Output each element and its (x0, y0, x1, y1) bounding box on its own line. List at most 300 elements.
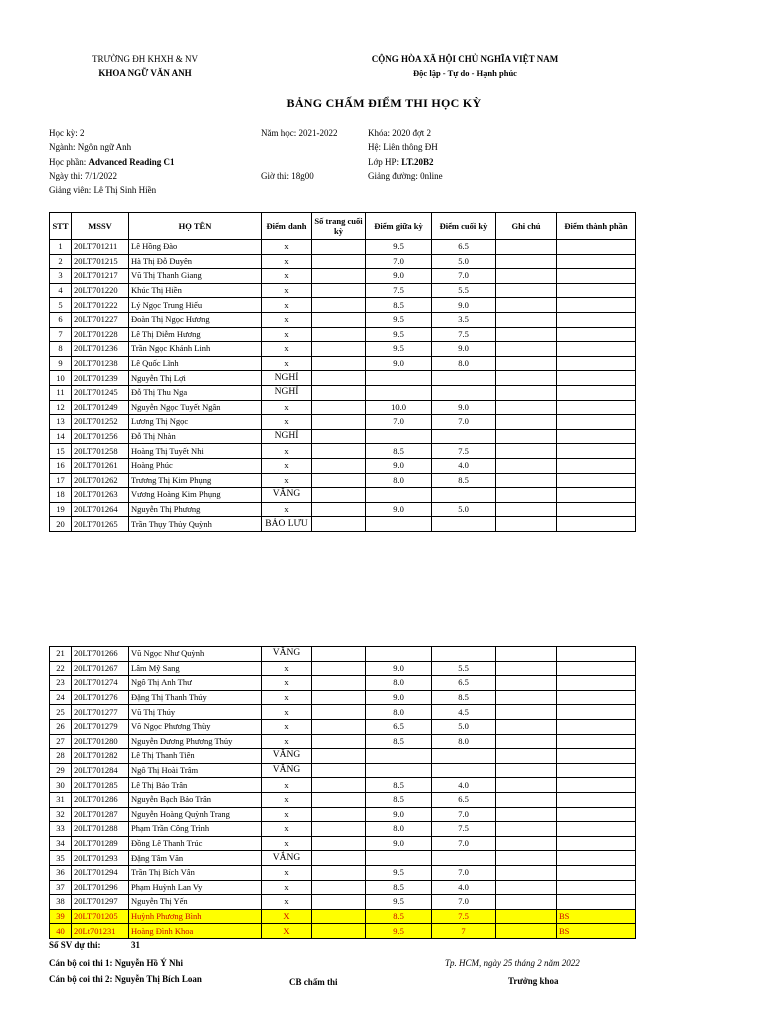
col-so-trang: Số trang cuối kỳ (312, 213, 366, 240)
cell-stt: 11 (50, 385, 72, 400)
cell-ghi-chu (496, 502, 557, 517)
cell-diem-giua-ky (366, 385, 432, 400)
cell-so-trang (312, 895, 366, 910)
cell-so-trang (312, 778, 366, 793)
cell-so-trang (312, 763, 366, 778)
cell-so-trang (312, 342, 366, 357)
cell-mssv: 20LT701276 (72, 690, 129, 705)
cell-diem-danh: x (262, 342, 312, 357)
cell-ho-ten: Vương Hoàng Kim Phụng (129, 488, 262, 503)
table-row (50, 444, 636, 459)
cell-diem-giua-ky (366, 517, 432, 532)
cell-stt: 39 (50, 909, 72, 924)
cell-diem-cuoi-ky (432, 517, 496, 532)
table-header-row (50, 213, 636, 240)
cell-diem-cuoi-ky: 5.5 (432, 661, 496, 676)
cell-diem-cuoi-ky: 5.0 (432, 254, 496, 269)
col-stt: STT (50, 213, 72, 240)
cell-diem-giua-ky: 8.0 (366, 473, 432, 488)
ngay-thi: Ngày thi: 7/1/2022 (49, 171, 117, 181)
cell-diem-danh: x (262, 312, 312, 327)
cell-so-trang (312, 371, 366, 386)
cell-mssv: 20LT701220 (72, 283, 129, 298)
cell-diem-cuoi-ky: 4.0 (432, 458, 496, 473)
cell-diem-giua-ky: 7.0 (366, 254, 432, 269)
cell-diem-giua-ky: 8.5 (366, 734, 432, 749)
cell-mssv: 20LT701293 (72, 851, 129, 866)
he: Hệ: Liên thông ĐH (368, 142, 438, 152)
cell-so-trang (312, 429, 366, 444)
cell-so-trang (312, 488, 366, 503)
cell-stt: 21 (50, 647, 72, 662)
score-table-1 (49, 212, 636, 532)
cell-so-trang (312, 749, 366, 764)
cell-ho-ten: Hà Thị Đỗ Duyên (129, 254, 262, 269)
faculty-name: KHOA NGỮ VĂN ANH (98, 68, 192, 78)
cell-so-trang (312, 327, 366, 342)
cell-stt: 16 (50, 458, 72, 473)
cell-diem-thanh-phan (557, 690, 636, 705)
cell-mssv: 20LT701228 (72, 327, 129, 342)
cell-ghi-chu (496, 342, 557, 357)
col-ghi-chu: Ghi chú (496, 213, 557, 240)
cell-diem-thanh-phan (557, 676, 636, 691)
table-row (50, 909, 636, 924)
table-row (50, 836, 636, 851)
cell-ho-ten: Lâm Mỹ Sang (129, 661, 262, 676)
cell-ghi-chu (496, 690, 557, 705)
cell-ghi-chu (496, 429, 557, 444)
cell-mssv: 20LT701263 (72, 488, 129, 503)
cell-mssv: 20LT701217 (72, 269, 129, 284)
cell-diem-danh: x (262, 502, 312, 517)
cell-mssv: 20LT701287 (72, 807, 129, 822)
table-row (50, 676, 636, 691)
cell-ghi-chu (496, 924, 557, 939)
cell-diem-cuoi-ky: 6.5 (432, 792, 496, 807)
cell-diem-giua-ky: 8.0 (366, 676, 432, 691)
cell-ho-ten: Đồng Lê Thanh Trúc (129, 836, 262, 851)
cell-diem-thanh-phan (557, 400, 636, 415)
lop-label: Lớp HP: (368, 157, 400, 167)
col-diem-danh: Điểm danh (262, 213, 312, 240)
cell-diem-danh: x (262, 356, 312, 371)
cell-so-trang (312, 661, 366, 676)
cell-diem-cuoi-ky: 7.5 (432, 909, 496, 924)
cell-diem-thanh-phan (557, 473, 636, 488)
cell-diem-cuoi-ky: 4.0 (432, 880, 496, 895)
cell-mssv: 20LT701286 (72, 792, 129, 807)
cell-ghi-chu (496, 661, 557, 676)
cell-diem-cuoi-ky: 5.0 (432, 719, 496, 734)
truong-khoa: Trưởng khoa (508, 976, 559, 986)
cell-ghi-chu (496, 473, 557, 488)
cell-diem-thanh-phan (557, 488, 636, 503)
table-row (50, 517, 636, 532)
cell-mssv: 20LT701258 (72, 444, 129, 459)
cell-diem-danh: NGHỈ (262, 385, 312, 400)
cell-stt: 20 (50, 517, 72, 532)
table-row (50, 473, 636, 488)
cell-diem-giua-ky: 8.5 (366, 880, 432, 895)
table-row (50, 298, 636, 313)
cell-diem-danh: x (262, 734, 312, 749)
hoc-phan-label: Học phần: (49, 157, 87, 167)
cell-stt: 23 (50, 676, 72, 691)
table-row (50, 458, 636, 473)
table-row (50, 312, 636, 327)
table-row (50, 880, 636, 895)
table-row (50, 895, 636, 910)
cell-diem-cuoi-ky: 7.0 (432, 895, 496, 910)
cell-ho-ten: Hoàng Thị Tuyết Nhi (129, 444, 262, 459)
cell-ho-ten: Vũ Thị Thúy (129, 705, 262, 720)
cell-ghi-chu (496, 312, 557, 327)
cell-ho-ten: Hoàng Phúc (129, 458, 262, 473)
cell-ghi-chu (496, 400, 557, 415)
cell-diem-giua-ky: 9.0 (366, 502, 432, 517)
cell-so-trang (312, 924, 366, 939)
cell-ho-ten: Ngô Thị Hoài Trâm (129, 763, 262, 778)
table-row (50, 400, 636, 415)
col-mssv: MSSV (72, 213, 129, 240)
cell-so-trang (312, 400, 366, 415)
cell-mssv: 20LT701296 (72, 880, 129, 895)
cell-so-trang (312, 240, 366, 255)
cell-ho-ten: Lê Thị Bảo Trân (129, 778, 262, 793)
cell-mssv: 20LT701215 (72, 254, 129, 269)
cell-diem-cuoi-ky (432, 429, 496, 444)
table-row (50, 371, 636, 386)
cell-diem-thanh-phan (557, 240, 636, 255)
cell-diem-thanh-phan (557, 517, 636, 532)
cell-ho-ten: Huỳnh Phương Bình (129, 909, 262, 924)
cell-so-trang (312, 473, 366, 488)
cell-ghi-chu (496, 415, 557, 430)
cell-diem-cuoi-ky: 8.0 (432, 734, 496, 749)
cell-so-trang (312, 851, 366, 866)
cb-cham-thi: CB chấm thi (289, 977, 338, 987)
cell-so-trang (312, 269, 366, 284)
cell-diem-danh: x (262, 415, 312, 430)
cell-mssv: 20LT701288 (72, 822, 129, 837)
col-diem-thanh-phan: Điểm thành phần (557, 213, 636, 240)
cell-diem-cuoi-ky: 7.0 (432, 865, 496, 880)
cell-stt: 27 (50, 734, 72, 749)
cell-mssv: 20LT701284 (72, 763, 129, 778)
so-sv-value: 31 (131, 940, 140, 950)
cell-stt: 32 (50, 807, 72, 822)
khoa: Khóa: 2020 đợt 2 (368, 128, 432, 138)
cell-mssv: 20LT701264 (72, 502, 129, 517)
table-row (50, 705, 636, 720)
cell-ho-ten: Lê Thị Thanh Tiên (129, 749, 262, 764)
cell-diem-danh: x (262, 705, 312, 720)
nam-hoc: Năm học: 2021-2022 (261, 128, 338, 138)
cell-diem-cuoi-ky: 7.0 (432, 269, 496, 284)
cell-ho-ten: Đặng Thị Thanh Thúy (129, 690, 262, 705)
cell-diem-giua-ky: 9.0 (366, 836, 432, 851)
cell-diem-thanh-phan (557, 385, 636, 400)
cell-mssv: 20LT701262 (72, 473, 129, 488)
col-ho-ten: HỌ TÊN (129, 213, 262, 240)
cell-mssv: 20LT701249 (72, 400, 129, 415)
cell-diem-cuoi-ky: 7.0 (432, 415, 496, 430)
cell-ghi-chu (496, 749, 557, 764)
cell-diem-cuoi-ky: 8.5 (432, 690, 496, 705)
cell-diem-thanh-phan (557, 502, 636, 517)
cell-stt: 34 (50, 836, 72, 851)
cell-so-trang (312, 254, 366, 269)
cell-mssv: 20Lt701231 (72, 924, 129, 939)
cell-diem-cuoi-ky: 7.0 (432, 807, 496, 822)
cell-diem-cuoi-ky: 5.0 (432, 502, 496, 517)
table-row (50, 763, 636, 778)
cell-ho-ten: Phạm Trần Công Trình (129, 822, 262, 837)
table-row (50, 661, 636, 676)
cell-diem-danh: x (262, 327, 312, 342)
cell-diem-thanh-phan (557, 312, 636, 327)
cell-so-trang (312, 502, 366, 517)
cell-stt: 31 (50, 792, 72, 807)
cell-stt: 28 (50, 749, 72, 764)
cell-diem-thanh-phan (557, 371, 636, 386)
cell-diem-giua-ky: 7.5 (366, 283, 432, 298)
cell-so-trang (312, 298, 366, 313)
cell-so-trang (312, 444, 366, 459)
cell-diem-danh: x (262, 269, 312, 284)
cell-diem-danh: x (262, 822, 312, 837)
cell-ho-ten: Đỗ Thị Nhàn (129, 429, 262, 444)
cell-diem-giua-ky: 9.5 (366, 312, 432, 327)
cell-diem-thanh-phan (557, 719, 636, 734)
table-row (50, 327, 636, 342)
lop-value: LT.20B2 (401, 157, 434, 167)
cell-ghi-chu (496, 807, 557, 822)
cell-mssv: 20LT701277 (72, 705, 129, 720)
nganh: Ngành: Ngôn ngữ Anh (49, 142, 132, 152)
cell-stt: 36 (50, 865, 72, 880)
cell-so-trang (312, 880, 366, 895)
cell-diem-danh: x (262, 473, 312, 488)
cell-diem-danh: BẢO LƯU (262, 517, 312, 532)
cell-ghi-chu (496, 792, 557, 807)
cell-diem-danh: VẮNG (262, 749, 312, 764)
table-row (50, 924, 636, 939)
table-row (50, 734, 636, 749)
cell-so-trang (312, 283, 366, 298)
cell-diem-danh: x (262, 283, 312, 298)
cell-mssv: 20LT701297 (72, 895, 129, 910)
cell-diem-giua-ky: 9.5 (366, 924, 432, 939)
motto: Độc lập - Tự do - Hạnh phúc (413, 68, 517, 78)
cell-ghi-chu (496, 283, 557, 298)
cell-ho-ten: Nguyễn Thị Lợi (129, 371, 262, 386)
table-row (50, 269, 636, 284)
cell-diem-thanh-phan (557, 705, 636, 720)
cell-so-trang (312, 647, 366, 662)
cell-ho-ten: Trương Thị Kim Phụng (129, 473, 262, 488)
cell-ghi-chu (496, 719, 557, 734)
cell-stt: 26 (50, 719, 72, 734)
cell-so-trang (312, 909, 366, 924)
cell-ho-ten: Đặng Tâm Văn (129, 851, 262, 866)
cell-ghi-chu (496, 778, 557, 793)
cell-diem-thanh-phan (557, 327, 636, 342)
cell-diem-giua-ky (366, 763, 432, 778)
cell-mssv: 20LT701238 (72, 356, 129, 371)
cell-diem-thanh-phan (557, 458, 636, 473)
cell-diem-giua-ky: 10.0 (366, 400, 432, 415)
cell-ho-ten: Trần Thị Bích Vân (129, 865, 262, 880)
cell-stt: 29 (50, 763, 72, 778)
cell-stt: 2 (50, 254, 72, 269)
cell-mssv: 20LT701205 (72, 909, 129, 924)
gio-thi: Giờ thi: 18g00 (261, 171, 314, 181)
col-diem-cuoi-ky: Điểm cuối kỳ (432, 213, 496, 240)
table-row (50, 356, 636, 371)
cell-mssv: 20LT701211 (72, 240, 129, 255)
cell-diem-thanh-phan (557, 865, 636, 880)
cell-ghi-chu (496, 444, 557, 459)
cell-diem-thanh-phan (557, 851, 636, 866)
cell-diem-thanh-phan (557, 880, 636, 895)
cell-mssv: 20LT701252 (72, 415, 129, 430)
cell-so-trang (312, 517, 366, 532)
cell-diem-thanh-phan (557, 661, 636, 676)
table-row (50, 749, 636, 764)
cell-stt: 37 (50, 880, 72, 895)
cell-mssv: 20LT701222 (72, 298, 129, 313)
cell-ho-ten: Nguyễn Hoàng Quỳnh Trang (129, 807, 262, 822)
cell-stt: 40 (50, 924, 72, 939)
cell-diem-cuoi-ky: 5.5 (432, 283, 496, 298)
cell-stt: 4 (50, 283, 72, 298)
cell-ho-ten: Nguyễn Dương Phương Thủy (129, 734, 262, 749)
table-row (50, 851, 636, 866)
cell-diem-giua-ky (366, 749, 432, 764)
cell-mssv: 20LT701266 (72, 647, 129, 662)
cell-ho-ten: Lê Hồng Đào (129, 240, 262, 255)
table-row (50, 719, 636, 734)
cell-diem-thanh-phan (557, 356, 636, 371)
table-row (50, 488, 636, 503)
cell-ho-ten: Nguyễn Thị Yến (129, 895, 262, 910)
cell-stt: 15 (50, 444, 72, 459)
cell-so-trang (312, 312, 366, 327)
cell-ho-ten: Lý Ngọc Trung Hiếu (129, 298, 262, 313)
cell-diem-danh: X (262, 924, 312, 939)
cell-diem-danh: x (262, 676, 312, 691)
cell-stt: 18 (50, 488, 72, 503)
cell-diem-cuoi-ky (432, 647, 496, 662)
table-row (50, 778, 636, 793)
cell-diem-cuoi-ky: 7 (432, 924, 496, 939)
cell-diem-thanh-phan (557, 254, 636, 269)
cell-stt: 17 (50, 473, 72, 488)
cell-diem-danh: x (262, 298, 312, 313)
cell-diem-danh: x (262, 719, 312, 734)
cell-diem-danh: x (262, 240, 312, 255)
cell-diem-giua-ky (366, 371, 432, 386)
cell-ho-ten: Khúc Thị Hiền (129, 283, 262, 298)
giang-duong: Giảng đường: 0nline (368, 171, 443, 181)
cell-diem-danh: x (262, 865, 312, 880)
cell-so-trang (312, 836, 366, 851)
cell-diem-giua-ky: 8.5 (366, 792, 432, 807)
cell-ghi-chu (496, 676, 557, 691)
cell-stt: 35 (50, 851, 72, 866)
cell-stt: 1 (50, 240, 72, 255)
cell-ghi-chu (496, 865, 557, 880)
cell-diem-giua-ky: 9.5 (366, 865, 432, 880)
cell-diem-danh: VẮNG (262, 763, 312, 778)
cell-diem-giua-ky (366, 488, 432, 503)
cell-diem-giua-ky: 8.0 (366, 822, 432, 837)
cell-ghi-chu (496, 488, 557, 503)
cell-diem-danh: x (262, 458, 312, 473)
cell-ho-ten: Đoàn Thị Ngọc Hương (129, 312, 262, 327)
cell-ghi-chu (496, 269, 557, 284)
table-row (50, 429, 636, 444)
cell-ho-ten: Nguyễn Ngọc Tuyết Ngân (129, 400, 262, 415)
cell-diem-danh: x (262, 254, 312, 269)
cell-stt: 14 (50, 429, 72, 444)
cell-ho-ten: Trần Thụy Thủy Quỳnh (129, 517, 262, 532)
cell-diem-cuoi-ky: 8.0 (432, 356, 496, 371)
cell-ho-ten: Vũ Ngọc Như Quỳnh (129, 647, 262, 662)
cell-ghi-chu (496, 880, 557, 895)
cell-ghi-chu (496, 909, 557, 924)
cell-diem-giua-ky: 7.0 (366, 415, 432, 430)
cell-stt: 22 (50, 661, 72, 676)
cell-stt: 3 (50, 269, 72, 284)
cell-ghi-chu (496, 327, 557, 342)
cell-ho-ten: Lương Thị Ngọc (129, 415, 262, 430)
table-row (50, 792, 636, 807)
cell-diem-danh: x (262, 661, 312, 676)
cell-diem-cuoi-ky: 4.0 (432, 778, 496, 793)
cell-diem-thanh-phan (557, 895, 636, 910)
cell-stt: 10 (50, 371, 72, 386)
cell-stt: 24 (50, 690, 72, 705)
table-row (50, 254, 636, 269)
cell-diem-cuoi-ky: 7.5 (432, 327, 496, 342)
table-row (50, 647, 636, 662)
cell-mssv: 20LT701282 (72, 749, 129, 764)
cell-diem-thanh-phan (557, 415, 636, 430)
cell-diem-cuoi-ky: 9.0 (432, 400, 496, 415)
col-diem-giua-ky: Điểm giữa kỳ (366, 213, 432, 240)
can-bo-coi-thi-1: Cán bộ coi thi 1: Nguyễn Hồ Ý Nhi (49, 958, 184, 968)
cell-diem-cuoi-ky (432, 488, 496, 503)
cell-diem-giua-ky: 8.5 (366, 298, 432, 313)
cell-mssv: 20LT701280 (72, 734, 129, 749)
table-row (50, 283, 636, 298)
cell-diem-danh: VẮNG (262, 851, 312, 866)
cell-so-trang (312, 792, 366, 807)
cell-ghi-chu (496, 647, 557, 662)
cell-ho-ten: Nguyễn Thị Phương (129, 502, 262, 517)
cell-stt: 9 (50, 356, 72, 371)
cell-ho-ten: Hoàng Đình Khoa (129, 924, 262, 939)
cell-diem-thanh-phan (557, 763, 636, 778)
cell-diem-thanh-phan (557, 283, 636, 298)
cell-ghi-chu (496, 836, 557, 851)
hoc-phan (49, 157, 175, 167)
cell-diem-cuoi-ky (432, 385, 496, 400)
cell-diem-thanh-phan: BS (557, 909, 636, 924)
